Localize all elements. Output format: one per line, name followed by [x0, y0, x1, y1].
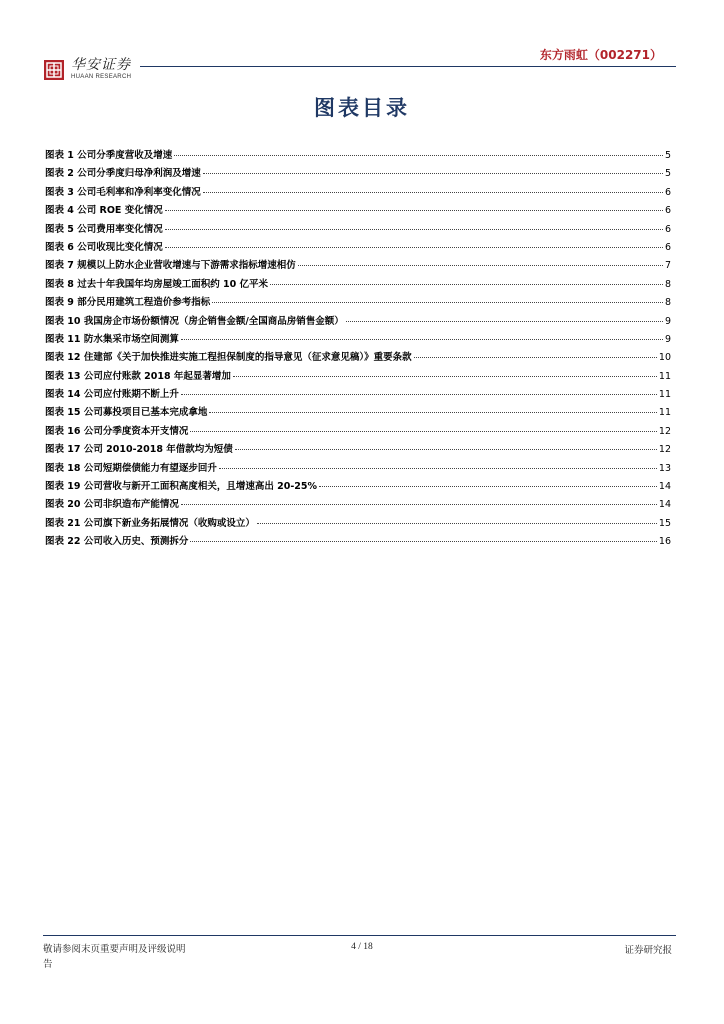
toc-entry-label: 图表 7 规模以上防水企业营收增速与下游需求指标增速相仿 — [45, 260, 296, 272]
figure-list — [45, 147, 671, 552]
toc-entry[interactable] — [45, 257, 671, 275]
toc-leader-dots — [165, 210, 663, 211]
footer-report-type: 证券研究报 — [624, 945, 672, 956]
toc-entry[interactable] — [45, 404, 671, 422]
toc-entry-label: 图表 8 过去十年我国年均房屋竣工面积约 10 亿平米 — [45, 278, 269, 290]
toc-entry[interactable] — [45, 239, 671, 257]
toc-entry-label: 图表 22 公司收入历史、预测拆分 — [45, 536, 189, 548]
toc-entry-label: 图表 5 公司费用率变化情况 — [45, 223, 163, 235]
toc-entry-page: 7 — [664, 260, 671, 272]
toc-leader-dots — [219, 468, 657, 469]
toc-leader-dots — [414, 357, 657, 358]
logo-text-cn: 华安证券 — [71, 57, 131, 73]
toc-entry-page: 15 — [658, 517, 671, 529]
toc-entry[interactable] — [45, 496, 671, 514]
toc-entry-label: 图表 12 住建部《关于加快推进实施工程担保制度的指导意见（征求意见稿）》重要条款 — [45, 352, 412, 364]
toc-entry-label: 图表 18 公司短期偿债能力有望逐步回升 — [45, 462, 217, 474]
toc-entry-label: 图表 10 我国房企市场份额情况（房企销售金额/全国商品房销售金额） — [45, 315, 344, 327]
toc-leader-dots — [203, 173, 663, 174]
toc-entry-page: 9 — [664, 315, 671, 327]
toc-leader-dots — [235, 449, 657, 450]
toc-entry[interactable] — [45, 441, 671, 459]
toc-leader-dots — [203, 192, 663, 193]
toc-leader-dots — [165, 229, 663, 230]
toc-entry-label: 图表 11 防水集采市场空间测算 — [45, 333, 179, 345]
toc-entry-label: 图表 17 公司 2010-2018 年借款均为短债 — [45, 444, 233, 456]
toc-entry-page: 16 — [658, 536, 671, 548]
toc-leader-dots — [346, 321, 663, 322]
toc-entry[interactable] — [45, 147, 671, 165]
toc-entry-label: 图表 20 公司非织造布产能情况 — [45, 499, 179, 511]
toc-entry[interactable] — [45, 349, 671, 367]
toc-leader-dots — [233, 376, 657, 377]
toc-entry[interactable] — [45, 423, 671, 441]
toc-leader-dots — [165, 247, 663, 248]
toc-leader-dots — [190, 541, 657, 542]
huaan-seal-icon — [43, 59, 65, 81]
toc-entry-page: 9 — [664, 333, 671, 345]
toc-entry[interactable] — [45, 202, 671, 220]
footer-disclaimer-tail: 告 — [43, 959, 53, 970]
footer-disclaimer-text: 敬请参阅末页重要声明及评级说明 — [43, 944, 186, 955]
toc-entry[interactable] — [45, 165, 671, 183]
toc-entry-label: 图表 19 公司营收与新开工面积高度相关，且增速高出 20-25% — [45, 481, 318, 493]
toc-entry[interactable] — [45, 478, 671, 496]
toc-entry-page: 14 — [658, 481, 671, 493]
toc-entry-page: 6 — [664, 223, 671, 235]
company-logo — [43, 58, 131, 81]
toc-entry-label: 图表 14 公司应付账期不断上升 — [45, 389, 179, 401]
toc-entry-label: 图表 15 公司募投项目已基本完成拿地 — [45, 407, 208, 419]
toc-entry[interactable] — [45, 386, 671, 404]
toc-entry[interactable] — [45, 368, 671, 386]
footer-divider — [43, 935, 676, 936]
toc-entry-label: 图表 13 公司应付账款 2018 年起显著增加 — [45, 370, 231, 382]
toc-leader-dots — [181, 504, 657, 505]
toc-entry-page: 12 — [658, 444, 671, 456]
toc-entry[interactable] — [45, 276, 671, 294]
toc-leader-dots — [174, 155, 663, 156]
toc-entry[interactable] — [45, 184, 671, 202]
toc-entry-page: 10 — [658, 352, 671, 364]
toc-entry-label: 图表 16 公司分季度资本开支情况 — [45, 425, 189, 437]
page-number: 4 / 18 — [351, 942, 373, 952]
toc-entry-label: 图表 6 公司收现比变化情况 — [45, 241, 163, 253]
toc-entry-page: 5 — [664, 168, 671, 180]
toc-leader-dots — [209, 412, 657, 413]
toc-leader-dots — [319, 486, 657, 487]
toc-entry-page: 6 — [664, 205, 671, 217]
toc-leader-dots — [257, 523, 657, 524]
toc-entry[interactable] — [45, 221, 671, 239]
toc-entry-page: 8 — [664, 297, 671, 309]
toc-entry-label: 图表 3 公司毛利率和净利率变化情况 — [45, 186, 201, 198]
toc-leader-dots — [298, 265, 663, 266]
page-title: 图表目录 — [314, 96, 410, 120]
toc-leader-dots — [270, 284, 663, 285]
toc-entry-page: 11 — [658, 370, 671, 382]
toc-entry-page: 14 — [658, 499, 671, 511]
header-divider — [140, 66, 676, 67]
logo-text-en: HUAAN RESEARCH — [71, 74, 132, 80]
toc-leader-dots — [181, 394, 657, 395]
toc-entry-label: 图表 9 部分民用建筑工程造价参考指标 — [45, 297, 211, 309]
toc-entry[interactable] — [45, 294, 671, 312]
toc-entry-page: 8 — [664, 278, 671, 290]
toc-entry-label: 图表 2 公司分季度归母净利润及增速 — [45, 168, 201, 180]
toc-entry-page: 6 — [664, 241, 671, 253]
toc-entry[interactable] — [45, 331, 671, 349]
toc-entry-page: 5 — [664, 150, 671, 161]
toc-entry-page: 13 — [658, 462, 671, 474]
toc-entry-label: 图表 1 公司分季度营收及增速 — [45, 150, 173, 161]
toc-leader-dots — [212, 302, 663, 303]
company-ticker: 东方雨虹（002271） — [539, 48, 662, 62]
toc-entry-page: 11 — [658, 389, 671, 401]
toc-entry[interactable] — [45, 313, 671, 331]
toc-entry[interactable] — [45, 460, 671, 478]
toc-entry-label: 图表 21 公司旗下新业务拓展情况（收购或设立） — [45, 517, 255, 529]
toc-entry-page: 6 — [664, 186, 671, 198]
toc-entry-page: 12 — [658, 425, 671, 437]
toc-entry-page: 11 — [658, 407, 671, 419]
toc-entry[interactable] — [45, 515, 671, 533]
toc-entry[interactable] — [45, 533, 671, 551]
toc-leader-dots — [190, 431, 657, 432]
toc-leader-dots — [181, 339, 663, 340]
toc-entry-label: 图表 4 公司 ROE 变化情况 — [45, 205, 163, 217]
